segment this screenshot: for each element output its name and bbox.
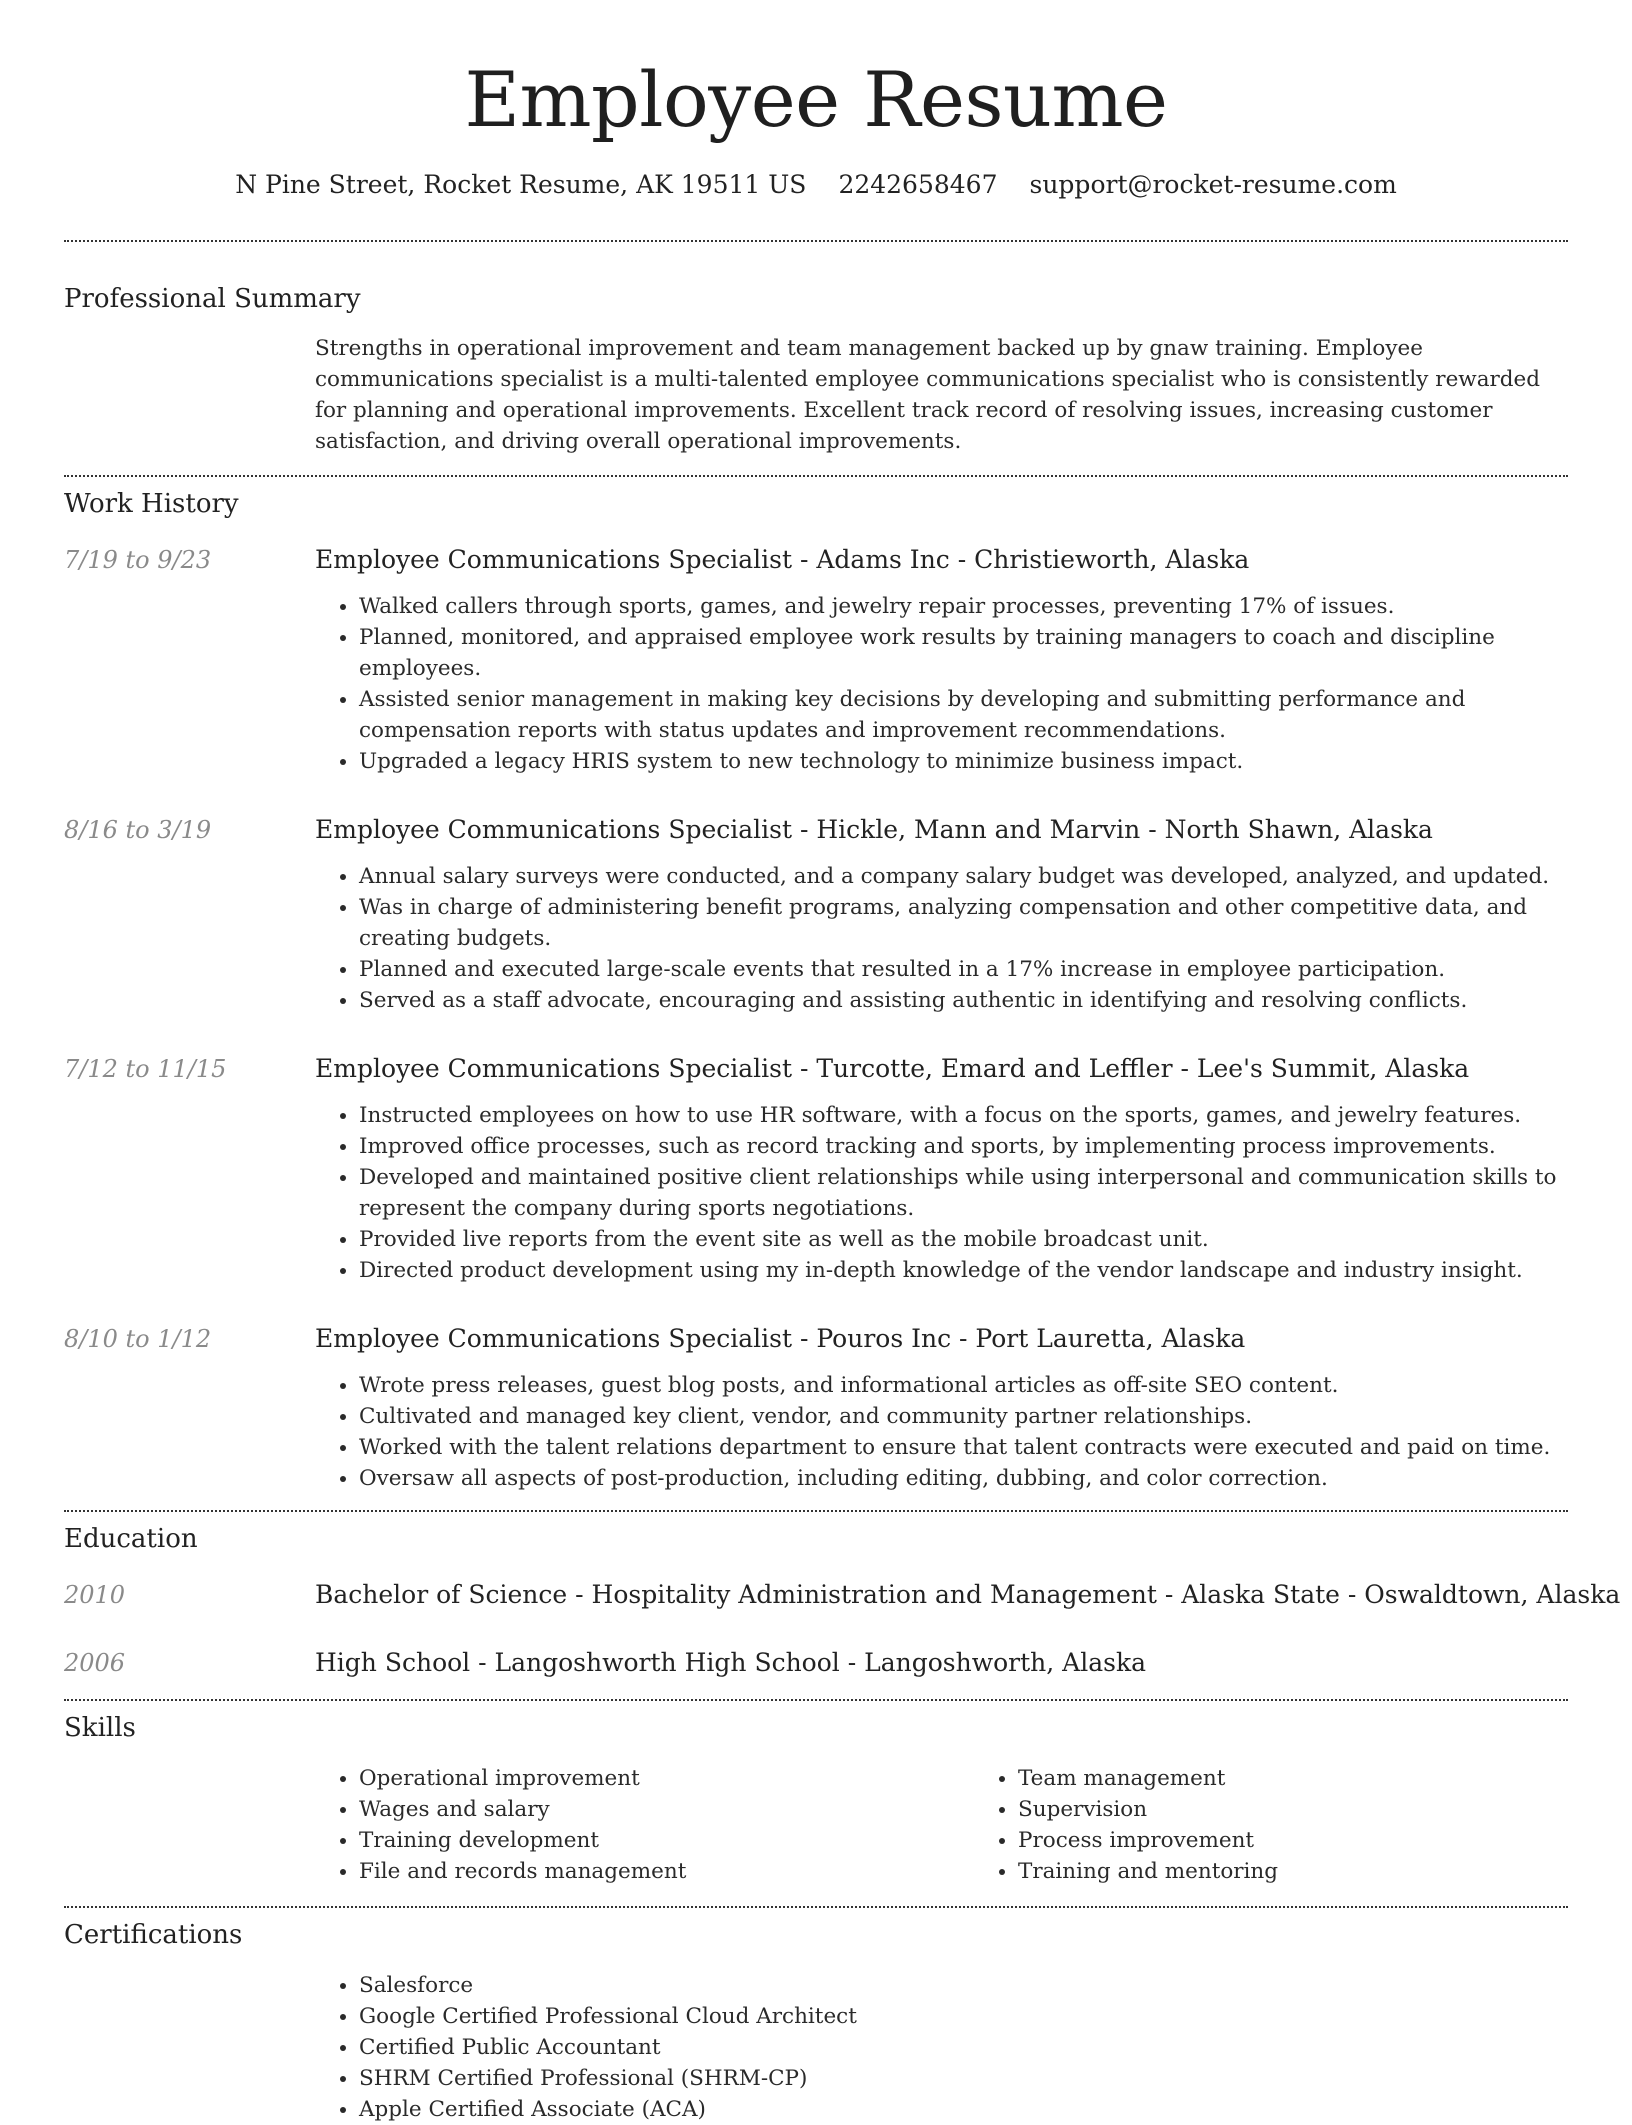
job-title: Employee Communications Specialist - Turcotte, Emard and Leffler - Lee's Summit, Alaska xyxy=(315,1054,1470,1083)
job-bullet: • Oversaw all aspects of post-production, including editing, dubbing, and color correction. xyxy=(359,1463,1568,1494)
job-bullet: • Served as a staff advocate, encouraging and assisting authentic in identifying and resolving conflicts. xyxy=(359,985,1568,1016)
skills-columns xyxy=(315,1763,1568,1887)
job-bullet: • Wrote press releases, guest blog posts, and informational articles as off-site SEO content. xyxy=(359,1370,1568,1401)
work-history-heading: Work History xyxy=(64,489,239,519)
certifications-heading: Certifications xyxy=(64,1920,243,1950)
certification-item: • Salesforce xyxy=(359,1970,1568,2001)
certification-item: • Google Certified Professional Cloud Architect xyxy=(359,2001,1568,2032)
job-dates: 7/12 to 11/15 xyxy=(64,1055,227,1083)
skills-heading: Skills xyxy=(64,1713,136,1743)
summary-text: Strengths in operational improvement and team management backed up by gnaw training. Employee communications specialist is a multi-talented employee communications specialist who is consistently rewarded for planning and operational improvements. Excellent track record of resolving issues, increasing customer satisfaction, and driving overall operational improvements. xyxy=(315,336,1541,454)
job-entry xyxy=(64,1052,1568,1286)
skill-item: • File and records management xyxy=(359,1856,974,1887)
job-bullets xyxy=(315,861,1568,1016)
job-bullet: • Directed product development using my in-depth knowledge of the vendor landscape and industry insight. xyxy=(359,1255,1568,1286)
job-bullet: • Planned, monitored, and appraised employee work results by training managers to coach and discipline employees. xyxy=(359,622,1568,684)
skill-item: • Process improvement xyxy=(1018,1825,1632,1856)
skill-item: • Operational improvement xyxy=(359,1763,974,1794)
education-section xyxy=(64,1512,1621,1680)
skills-section xyxy=(64,1701,1568,1887)
skill-item: • Wages and salary xyxy=(359,1794,974,1825)
skill-item: • Supervision xyxy=(1018,1794,1632,1825)
summary-heading: Professional Summary xyxy=(64,284,361,314)
education-entry xyxy=(64,1578,1621,1612)
certifications-section xyxy=(64,1908,1568,2125)
job-bullet: • Developed and maintained positive client relationships while using interpersonal and communication skills to represent the company during sports negotiations. xyxy=(359,1162,1568,1224)
job-entry xyxy=(64,543,1568,777)
certifications-list xyxy=(315,1970,1568,2125)
job-bullet: • Improved office processes, such as record tracking and sports, by implementing process improvements. xyxy=(359,1131,1568,1162)
job-dates: 8/10 to 1/12 xyxy=(64,1325,212,1353)
work-history-section xyxy=(64,477,1568,1494)
resume-header xyxy=(0,0,1632,202)
skills-list-right xyxy=(974,1763,1632,1887)
certification-item: • Certified Public Accountant xyxy=(359,2032,1568,2063)
certification-item: • SHRM Certified Professional (SHRM-CP) xyxy=(359,2063,1568,2094)
job-entry xyxy=(64,1322,1568,1494)
skills-list-left xyxy=(315,1763,974,1887)
job-dates: 7/19 to 9/23 xyxy=(64,546,212,574)
job-bullet: • Assisted senior management in making key decisions by developing and submitting performance and compensation reports with status updates and improvement recommendations. xyxy=(359,684,1568,746)
job-bullets xyxy=(315,591,1568,777)
contact-line xyxy=(0,168,1632,202)
job-entry xyxy=(64,813,1568,1016)
job-title: Employee Communications Specialist - Adams Inc - Christieworth, Alaska xyxy=(315,545,1250,574)
job-bullet: • Annual salary surveys were conducted, and a company salary budget was developed, analyzed, and updated. xyxy=(359,861,1568,892)
summary-section xyxy=(64,242,1568,457)
job-title: Employee Communications Specialist - Hickle, Mann and Marvin - North Shawn, Alaska xyxy=(315,815,1433,844)
contact-email: support@rocket-resume.com xyxy=(1029,170,1397,199)
job-bullets xyxy=(315,1100,1568,1286)
job-bullet: • Instructed employees on how to use HR software, with a focus on the sports, games, and jewelry features. xyxy=(359,1100,1568,1131)
education-title: Bachelor of Science - Hospitality Administration and Management - Alaska State - Oswaldtown, Alaska xyxy=(315,1580,1621,1609)
skill-item: • Training development xyxy=(359,1825,974,1856)
job-bullet: • Provided live reports from the event site as well as the mobile broadcast unit. xyxy=(359,1224,1568,1255)
education-entry xyxy=(64,1646,1568,1680)
job-bullet: • Worked with the talent relations department to ensure that talent contracts were executed and paid on time. xyxy=(359,1432,1568,1463)
contact-address: N Pine Street, Rocket Resume, AK 19511 US xyxy=(235,170,807,199)
job-bullet: • Walked callers through sports, games, and jewelry repair processes, preventing 17% of issues. xyxy=(359,591,1568,622)
skill-item: • Training and mentoring xyxy=(1018,1856,1632,1887)
job-bullets xyxy=(315,1370,1568,1494)
job-title: Employee Communications Specialist - Pouros Inc - Port Lauretta, Alaska xyxy=(315,1324,1246,1353)
education-year: 2010 xyxy=(64,1581,126,1609)
education-title: High School - Langoshworth High School - Langoshworth, Alaska xyxy=(315,1648,1146,1677)
job-bullet: • Was in charge of administering benefit programs, analyzing compensation and other competitive data, and creating budgets. xyxy=(359,892,1568,954)
education-year: 2006 xyxy=(64,1649,126,1677)
resume-name: Employee Resume xyxy=(464,55,1168,144)
job-dates: 8/16 to 3/19 xyxy=(64,816,212,844)
job-bullet: • Planned and executed large-scale events that resulted in a 17% increase in employee participation. xyxy=(359,954,1568,985)
job-bullet: • Cultivated and managed key client, vendor, and community partner relationships. xyxy=(359,1401,1568,1432)
job-bullet: • Upgraded a legacy HRIS system to new technology to minimize business impact. xyxy=(359,746,1568,777)
contact-phone: 2242658467 xyxy=(838,170,998,199)
resume-content xyxy=(64,240,1621,2125)
skill-item: • Team management xyxy=(1018,1763,1632,1794)
education-heading: Education xyxy=(64,1524,198,1554)
certification-item: • Apple Certified Associate (ACA) xyxy=(359,2094,1568,2125)
